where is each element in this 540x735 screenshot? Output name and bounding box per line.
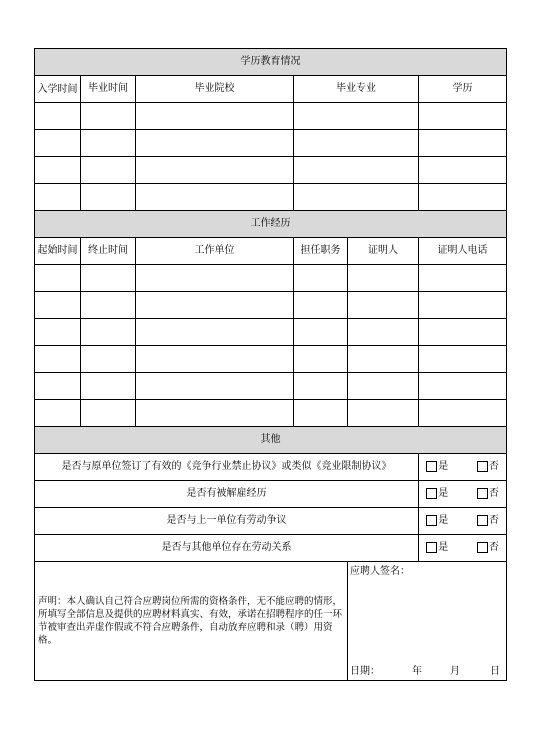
form-table [34, 48, 507, 681]
work-cell[interactable] [348, 400, 419, 427]
work-cell[interactable] [35, 319, 81, 346]
no-label: 否 [488, 487, 499, 499]
education-row[interactable] [35, 157, 507, 184]
education-cell[interactable] [419, 184, 507, 211]
work-cell[interactable] [419, 373, 507, 400]
education-col-major: 毕业专业 [294, 76, 419, 103]
work-cell[interactable] [81, 400, 136, 427]
work-row[interactable] [35, 319, 507, 346]
education-cell[interactable] [81, 130, 136, 157]
yes-no-options [419, 481, 507, 508]
work-row[interactable] [35, 373, 507, 400]
yes-no-options [419, 535, 507, 562]
education-header-row [35, 76, 507, 103]
work-cell[interactable] [81, 373, 136, 400]
no-label: 否 [488, 514, 499, 526]
question-row [35, 481, 507, 508]
education-cell[interactable] [35, 130, 81, 157]
yes-checkbox[interactable] [426, 461, 437, 472]
work-row[interactable] [35, 346, 507, 373]
education-cell[interactable] [294, 130, 419, 157]
work-row[interactable] [35, 400, 507, 427]
month-label: 月 [450, 666, 460, 677]
no-label: 否 [488, 460, 499, 472]
yes-checkbox[interactable] [426, 515, 437, 526]
work-cell[interactable] [348, 346, 419, 373]
education-cell[interactable] [35, 157, 81, 184]
work-cell[interactable] [35, 265, 81, 292]
yes-no-options [419, 508, 507, 535]
question-row [35, 508, 507, 535]
work-cell[interactable] [419, 319, 507, 346]
yes-label: 是 [438, 460, 449, 472]
education-cell[interactable] [419, 130, 507, 157]
yes-checkbox[interactable] [426, 488, 437, 499]
work-row[interactable] [35, 292, 507, 319]
work-col-position: 担任职务 [294, 238, 348, 265]
education-cell[interactable] [35, 103, 81, 130]
work-col-start: 起始时间 [35, 238, 81, 265]
work-col-reference: 证明人 [348, 238, 419, 265]
education-row[interactable] [35, 130, 507, 157]
education-col-school: 毕业院校 [136, 76, 294, 103]
no-checkbox[interactable] [477, 515, 488, 526]
education-cell[interactable] [35, 184, 81, 211]
education-cell[interactable] [81, 184, 136, 211]
question-noncompete: 是否与原单位签订了有效的《竞争行业禁止协议》或类似《竞业限制协议》 [35, 454, 419, 481]
question-dismissed: 是否有被解雇经历 [35, 481, 419, 508]
work-cell[interactable] [419, 265, 507, 292]
other-section-header [35, 427, 507, 454]
education-col-enroll: 入学时间 [35, 76, 81, 103]
work-cell[interactable] [348, 265, 419, 292]
work-cell[interactable] [136, 265, 294, 292]
work-cell[interactable] [136, 373, 294, 400]
work-cell[interactable] [294, 346, 348, 373]
work-cell[interactable] [294, 265, 348, 292]
work-cell[interactable] [294, 373, 348, 400]
work-cell[interactable] [136, 400, 294, 427]
yes-label: 是 [438, 514, 449, 526]
date-line [350, 666, 502, 678]
question-row [35, 535, 507, 562]
yes-no-options [419, 454, 507, 481]
work-cell[interactable] [136, 346, 294, 373]
work-cell[interactable] [35, 373, 81, 400]
work-cell[interactable] [81, 292, 136, 319]
education-row[interactable] [35, 184, 507, 211]
yes-label: 是 [438, 487, 449, 499]
date-label: 日期： [350, 666, 380, 677]
other-section-title: 其他 [35, 427, 507, 454]
question-labor-dispute: 是否与上一单位有劳动争议 [35, 508, 419, 535]
application-form [34, 48, 506, 681]
education-col-graduate: 毕业时间 [81, 76, 136, 103]
education-cell[interactable] [136, 130, 294, 157]
education-cell[interactable] [419, 157, 507, 184]
education-cell[interactable] [294, 184, 419, 211]
yes-label: 是 [438, 541, 449, 553]
work-section-header [35, 211, 507, 238]
education-cell[interactable] [136, 184, 294, 211]
no-checkbox[interactable] [477, 542, 488, 553]
work-cell[interactable] [348, 373, 419, 400]
work-cell[interactable] [81, 346, 136, 373]
education-cell[interactable] [294, 157, 419, 184]
work-row[interactable] [35, 265, 507, 292]
year-label: 年 [412, 666, 422, 677]
work-cell[interactable] [35, 400, 81, 427]
no-checkbox[interactable] [477, 488, 488, 499]
education-cell[interactable] [136, 157, 294, 184]
no-checkbox[interactable] [477, 461, 488, 472]
work-cell[interactable] [35, 346, 81, 373]
education-row[interactable] [35, 103, 507, 130]
work-cell[interactable] [81, 265, 136, 292]
question-other-employment: 是否与其他单位存在劳动关系 [35, 535, 419, 562]
declaration-text: 声明：本人确认自己符合应聘岗位所需的资格条件，无不能应聘的情形，所填写全部信息及提供的应聘材料真实、有效，承诺在招聘程序的任一环节被审查出弄虚作假或不符合应聘条件，自动放弃应聘和录（聘）用资格。 [35, 562, 348, 681]
work-cell[interactable] [35, 292, 81, 319]
work-cell[interactable] [294, 319, 348, 346]
education-cell[interactable] [81, 103, 136, 130]
work-col-reference-phone: 证明人电话 [419, 238, 507, 265]
education-cell[interactable] [294, 103, 419, 130]
work-header-row [35, 238, 507, 265]
education-col-degree: 学历 [419, 76, 507, 103]
signature-area[interactable] [348, 562, 507, 681]
work-cell[interactable] [81, 319, 136, 346]
day-label: 日 [490, 666, 500, 677]
education-section-header [35, 49, 507, 76]
work-cell[interactable] [348, 292, 419, 319]
education-cell[interactable] [136, 103, 294, 130]
work-cell[interactable] [419, 346, 507, 373]
signature-label: 应聘人签名： [350, 566, 410, 577]
education-cell[interactable] [81, 157, 136, 184]
work-col-end: 终止时间 [81, 238, 136, 265]
work-col-employer: 工作单位 [136, 238, 294, 265]
education-section-title: 学历教育情况 [35, 49, 507, 76]
declaration-row [35, 562, 507, 681]
work-cell[interactable] [419, 400, 507, 427]
work-cell[interactable] [136, 292, 294, 319]
question-row [35, 454, 507, 481]
work-cell[interactable] [136, 319, 294, 346]
no-label: 否 [488, 541, 499, 553]
work-cell[interactable] [419, 292, 507, 319]
work-section-title: 工作经历 [35, 211, 507, 238]
yes-checkbox[interactable] [426, 542, 437, 553]
work-cell[interactable] [294, 400, 348, 427]
education-cell[interactable] [419, 103, 507, 130]
work-cell[interactable] [294, 292, 348, 319]
work-cell[interactable] [348, 319, 419, 346]
